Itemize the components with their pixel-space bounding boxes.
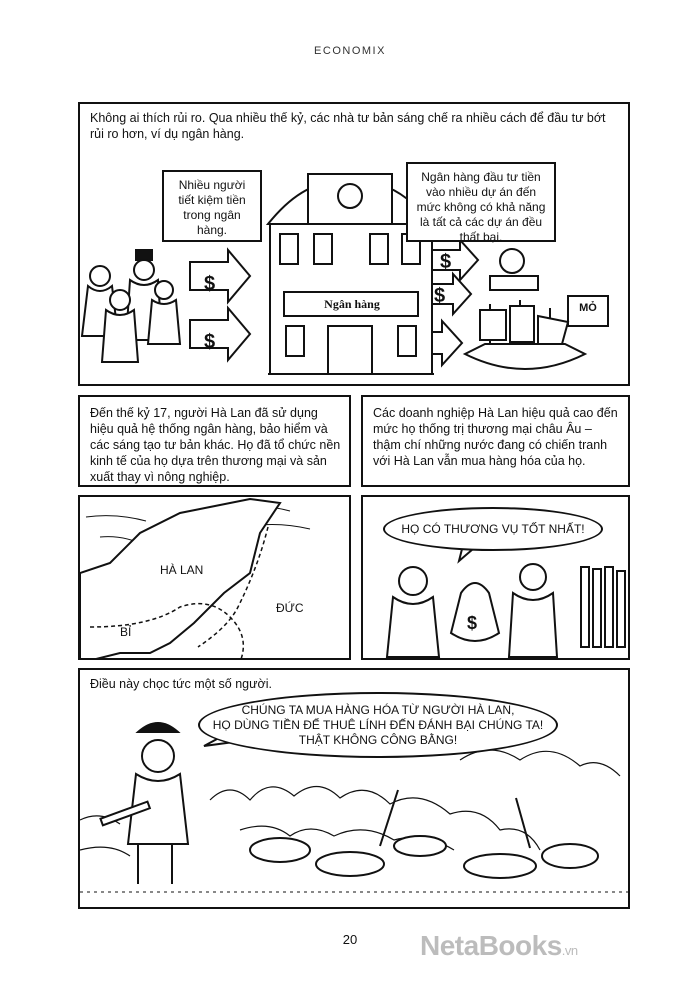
panel-map	[78, 495, 351, 660]
svg-text:$: $	[434, 285, 446, 307]
panel2-caption: Đến thế kỷ 17, người Hà Lan đã sử dụng hiệu quả hệ thống ngân hàng, bảo hiểm và các sáng tạo tư bản khác. Họ đã tổ chức nền kinh tế của họ dựa trên thương mại và sản xuất thay vì nông nghiệp.	[90, 406, 341, 484]
svg-text:$: $	[440, 251, 452, 273]
label-belgium: BỈ	[120, 625, 132, 639]
panel1-caption-line1: Không ai thích rủi ro. Qua nhiều thế kỷ, các nhà tư bản sáng chế ra nhiều cách để đầu tư bớt	[90, 111, 606, 125]
savers-caption-box: Nhiều người tiết kiệm tiền trong ngân hàng.	[162, 170, 262, 242]
label-germany: ĐỨC	[276, 601, 304, 615]
panel6-caption: Điều này chọc tức một số người.	[90, 677, 272, 691]
battle-speech-balloon	[198, 692, 558, 758]
svg-text:$: $	[204, 331, 216, 353]
soldier-figure	[100, 723, 188, 884]
battle-speech-line3: THẬT KHÔNG CÔNG BẰNG!	[298, 732, 458, 747]
coastline	[80, 499, 280, 660]
trade-speech-balloon: HỌ CÓ THƯƠNG VỤ TỐT NHẤT!	[383, 507, 603, 551]
panel3-caption: Các doanh nghiệp Hà Lan hiệu quả cao đến mức họ thống trị thương mại châu Âu – thậm chí những nước đang có chiến tranh với Hà Lan vẫn mua hàng hóa của họ.	[373, 406, 618, 468]
book-title: ECONOMIX	[314, 45, 386, 57]
mine-sign: MỎ	[579, 302, 597, 314]
panel1-caption-line2: rủi ro hơn, ví dụ ngân hàng.	[90, 127, 245, 141]
panel-dutch-capitalism	[78, 395, 351, 487]
page-number: 20	[342, 932, 358, 947]
banking-illustration	[80, 104, 630, 386]
money-bag-dollar: $	[467, 613, 478, 633]
panel-trade	[361, 495, 630, 660]
panel-battle	[78, 668, 630, 909]
savers-figures	[82, 250, 180, 362]
panel-banking	[78, 102, 630, 386]
watermark-text: NetaBooks	[420, 930, 562, 961]
investment-caption-box: Ngân hàng đầu tư tiền vào nhiều dự án đến mức không có khả năng là tất cả các dự án đều thất bại.	[406, 162, 556, 242]
label-netherlands: HÀ LAN	[160, 563, 204, 577]
muskets-icon	[581, 567, 625, 647]
netabooks-watermark	[420, 930, 578, 962]
svg-text:$: $	[204, 273, 216, 295]
battle-speech-line2: HỌ DÙNG TIỀN ĐỂ THUÊ LÍNH ĐẾN ĐÁNH BẠI CHÚNG TA!	[212, 717, 544, 732]
watermark-suffix: .vn	[561, 943, 578, 958]
panel-dutch-trade	[361, 395, 630, 487]
fallen-soldiers	[250, 790, 598, 878]
battle-speech-line1: CHÚNG TA MUA HÀNG HÓA TỪ NGƯỜI HÀ LAN,	[241, 702, 515, 717]
bank-sign: Ngân hàng	[324, 297, 380, 311]
